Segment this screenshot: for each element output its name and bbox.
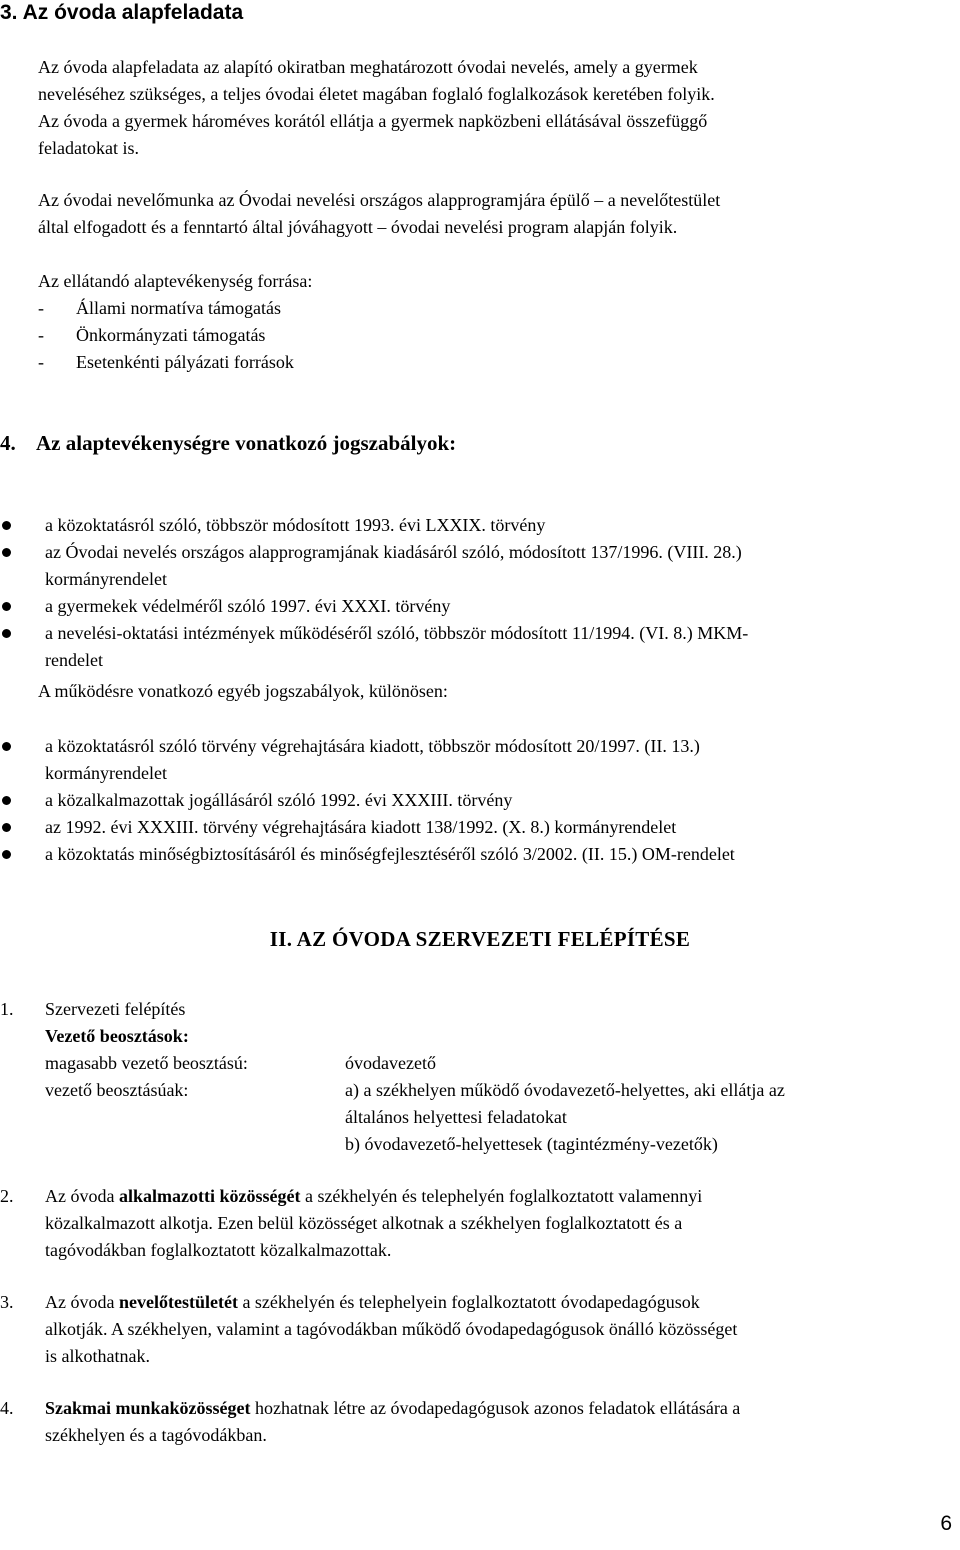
list-item: a közoktatás minőségbiztosításáról és minőségfejlesztéséről szóló 3/2002. (II. 15.) OM-rendelet (0, 841, 945, 868)
list-item: az Óvodai nevelés országos alapprogramjának kiadásáról szóló, módosított 137/1996. (VIII. 28.) kormányrendelet (0, 539, 945, 593)
list-item: - Önkormányzati támogatás (38, 325, 266, 345)
bullet-icon (2, 629, 11, 638)
org-subtitle: Vezető beosztások: (45, 1026, 189, 1046)
list-item: a közoktatásról szóló törvény végrehajtására kiadott, többször módosított 20/1997. (II. 13.) kormányrendelet (0, 733, 945, 787)
org-row: vezető beosztásúak: a) a székhelyen működő óvodavezető-helyettes, aki ellátja az általános helyettesi feladatokat b) óvodavezető-helyettesek (tagintézmény-vezetők) (45, 1080, 785, 1154)
part-2-title: II. AZ ÓVODA SZERVEZETI FELÉPÍTÉSE (269, 927, 691, 951)
list-item: - Esetenkénti pályázati források (38, 352, 294, 372)
text-line: Az óvoda alapfeladata az alapító okiratban meghatározott óvodai nevelés, amely a gyermek (38, 57, 698, 77)
funding-list (38, 268, 943, 376)
text-line: neveléséhez szükséges, a teljes óvodai életet magában foglaló foglalkozások keretében folyik. (38, 84, 715, 104)
other-laws-list (0, 733, 945, 868)
org-row: magasabb vezető beosztású: óvodavezető (45, 1053, 436, 1073)
list-item: a nevelési-oktatási intézmények működéséről szóló, többször módosított 11/1994. (VI. 8.) MKM- rendelet (0, 620, 945, 674)
section-4-heading: 4. Az alaptevékenységre vonatkozó jogszabályok: (0, 431, 457, 455)
bullet-icon (2, 548, 11, 557)
text-line: Az óvoda a gyermek hároméves korától ellátja a gyermek napközbeni ellátásával összefüggő (38, 111, 708, 131)
bullet-icon (2, 850, 11, 859)
text-line: feladatokat is. (38, 138, 139, 158)
org-item-1: 1. Szervezeti felépítés (0, 996, 945, 1023)
list-item: a közalkalmazottak jogállásáról szóló 1992. évi XXXIII. törvény (0, 787, 945, 814)
bullet-icon (2, 742, 11, 751)
section-3-heading: 3. Az óvoda alapfeladata (0, 1, 244, 24)
org-item-3: 3. Az óvoda nevelőtestületét a székhelyén és telephelyein foglalkoztatott óvodapedagógusok alkotják. A székhelyen, valamint a tagóvodákban működő óvodapedagógusok önálló közösséget is alkothatnak. (0, 1292, 738, 1366)
list-item: a gyermekek védelméről szóló 1997. évi XXXI. törvény (0, 593, 945, 620)
laws-list (0, 512, 945, 674)
org-item-4: 4. Szakmai munkaközösséget hozhatnak létre az óvodapedagógusok azonos feladatok ellátására a székhelyen és a tagóvodákban. (0, 1398, 741, 1445)
bullet-icon (2, 521, 11, 530)
section-3-paragraph-2 (38, 187, 943, 241)
other-laws-heading: A működésre vonatkozó egyéb jogszabályok, különösen: (38, 681, 448, 701)
page-number: 6 (940, 1512, 952, 1535)
org-structure (45, 1023, 945, 1158)
list-item: - Állami normatíva támogatás (38, 298, 281, 318)
text-line: Az óvodai nevelőmunka az Óvodai nevelési országos alapprogramjára épülő – a nevelőtestület (38, 190, 721, 210)
bullet-icon (2, 823, 11, 832)
bullet-icon (2, 796, 11, 805)
bullet-icon (2, 602, 11, 611)
org-item-2: 2. Az óvoda alkalmazotti közösségét a székhelyén és telephelyén foglalkoztatott valamennyi közalkalmazott alkotja. Ezen belül közösséget alkotnak a székhelyen foglalkoztatott és a tagóvodákban foglalkoztatott közalkalmazottak. (0, 1186, 703, 1260)
text-line: által elfogadott és a fenntartó által jóváhagyott – óvodai nevelési program alapján folyik. (38, 217, 678, 237)
funding-title: Az ellátandó alaptevékenység forrása: (38, 271, 313, 291)
list-item: az 1992. évi XXXIII. törvény végrehajtására kiadott 138/1992. (X. 8.) kormányrendelet (0, 814, 945, 841)
org-title: Szervezeti felépítés (45, 999, 186, 1019)
list-item: a közoktatásról szóló, többször módosított 1993. évi LXXIX. törvény (0, 512, 945, 539)
section-3-paragraph-1 (38, 54, 943, 162)
